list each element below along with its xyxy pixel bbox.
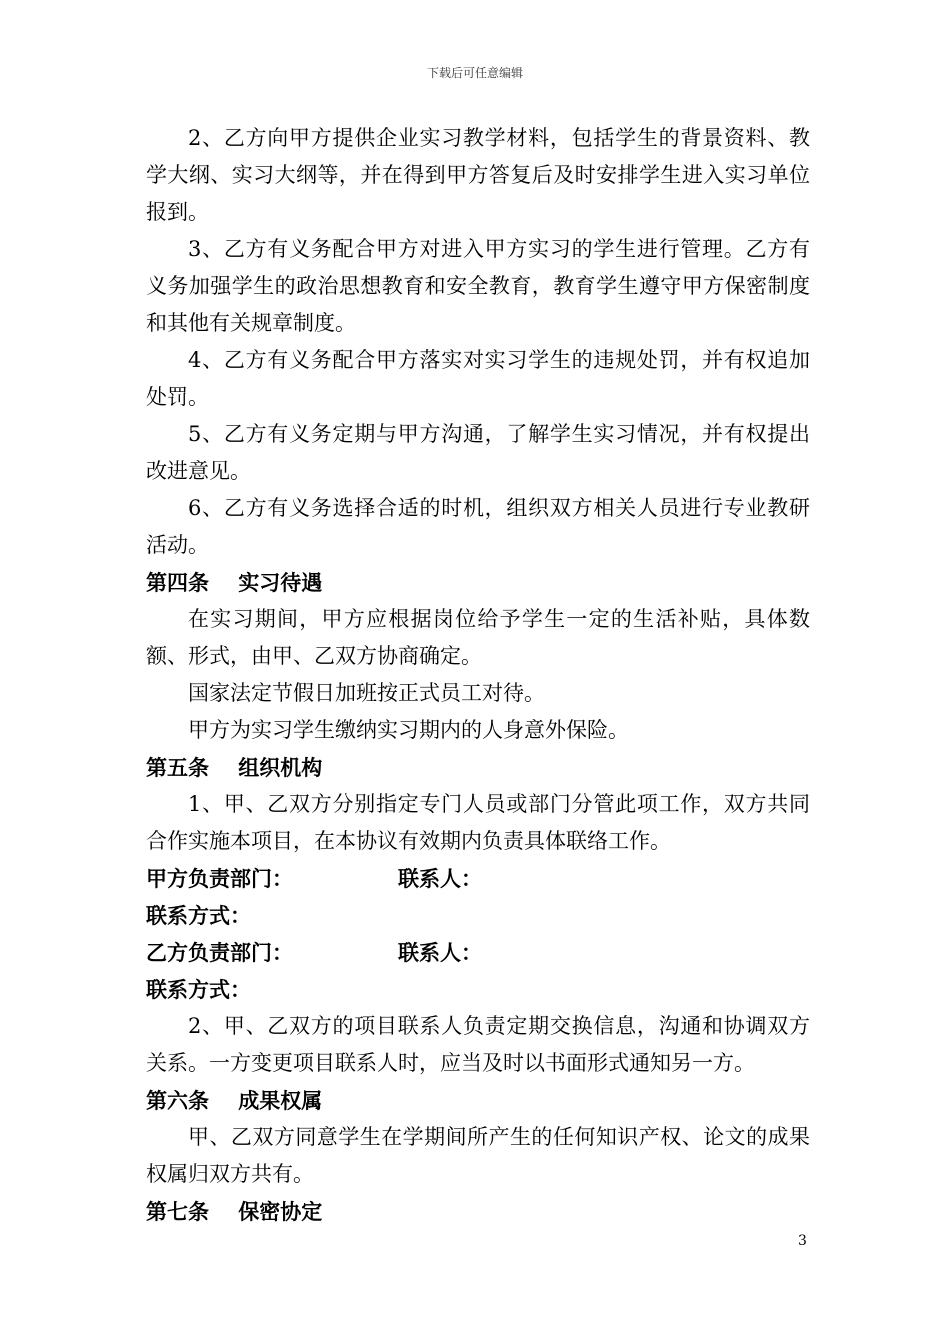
paragraph: 1、甲、乙双方分别指定专门人员或部门分管此项工作，双方共同合作实施本项目，在本协议有效期内负责具体联络工作。 [146,792,810,853]
document-body [146,120,810,1230]
contact-method-label: 联系方式： [146,977,251,1002]
paragraph: 2、乙方向甲方提供企业实习教学材料，包括学生的背景资料、教学大纲、实习大纲等，并在得到甲方答复后及时安排学生进入实习单位报到。 [146,126,810,224]
paragraph: 甲、乙双方同意学生在学期间所产生的任何知识产权、论文的成果权属归双方共有。 [146,1125,810,1186]
paragraph: 甲方为实习学生缴纳实习期内的人身意外保险。 [188,718,629,742]
contact-line [146,934,810,971]
contact-line [146,897,810,934]
paragraph: 国家法定节假日加班按正式员工对待。 [188,681,545,705]
paragraph: 5、乙方有义务定期与甲方沟通，了解学生实习情况，并有权提出改进意见。 [146,422,810,483]
contact-line [146,971,810,1008]
paragraph: 6、乙方有义务选择合适的时机，组织双方相关人员进行专业教研活动。 [146,496,810,557]
paragraph: 3、乙方有义务配合甲方对进入甲方实习的学生进行管理。乙方有义务加强学生的政治思想教育和安全教育，教育学生遵守甲方保密制度和其他有关规章制度。 [146,237,810,335]
contact-person-label: 联系人： [398,940,482,965]
contact-dept-label: 甲方负责部门： [146,866,293,891]
article-heading: 第五条 组织机构 [146,755,323,780]
page-number: 3 [798,1233,807,1249]
contact-method-label: 联系方式： [146,903,251,928]
contact-line [146,860,810,897]
contact-person-label: 联系人： [398,866,482,891]
article-heading: 第六条 成果权属 [146,1088,323,1113]
article-heading: 第四条 实习待遇 [146,570,323,595]
paragraph: 在实习期间，甲方应根据岗位给予学生一定的生活补贴，具体数额、形式，由甲、乙双方协商确定。 [146,607,810,668]
article-heading: 第七条 保密协定 [146,1199,323,1224]
contact-dept-label: 乙方负责部门： [146,940,293,965]
page-header: 下载后可任意编辑 [426,66,523,80]
paragraph: 4、乙方有义务配合甲方落实对实习学生的违规处罚，并有权追加处罚。 [146,348,810,409]
paragraph: 2、甲、乙双方的项目联系人负责定期交换信息，沟通和协调双方关系。一方变更项目联系人时，应当及时以书面形式通知另一方。 [146,1014,810,1075]
